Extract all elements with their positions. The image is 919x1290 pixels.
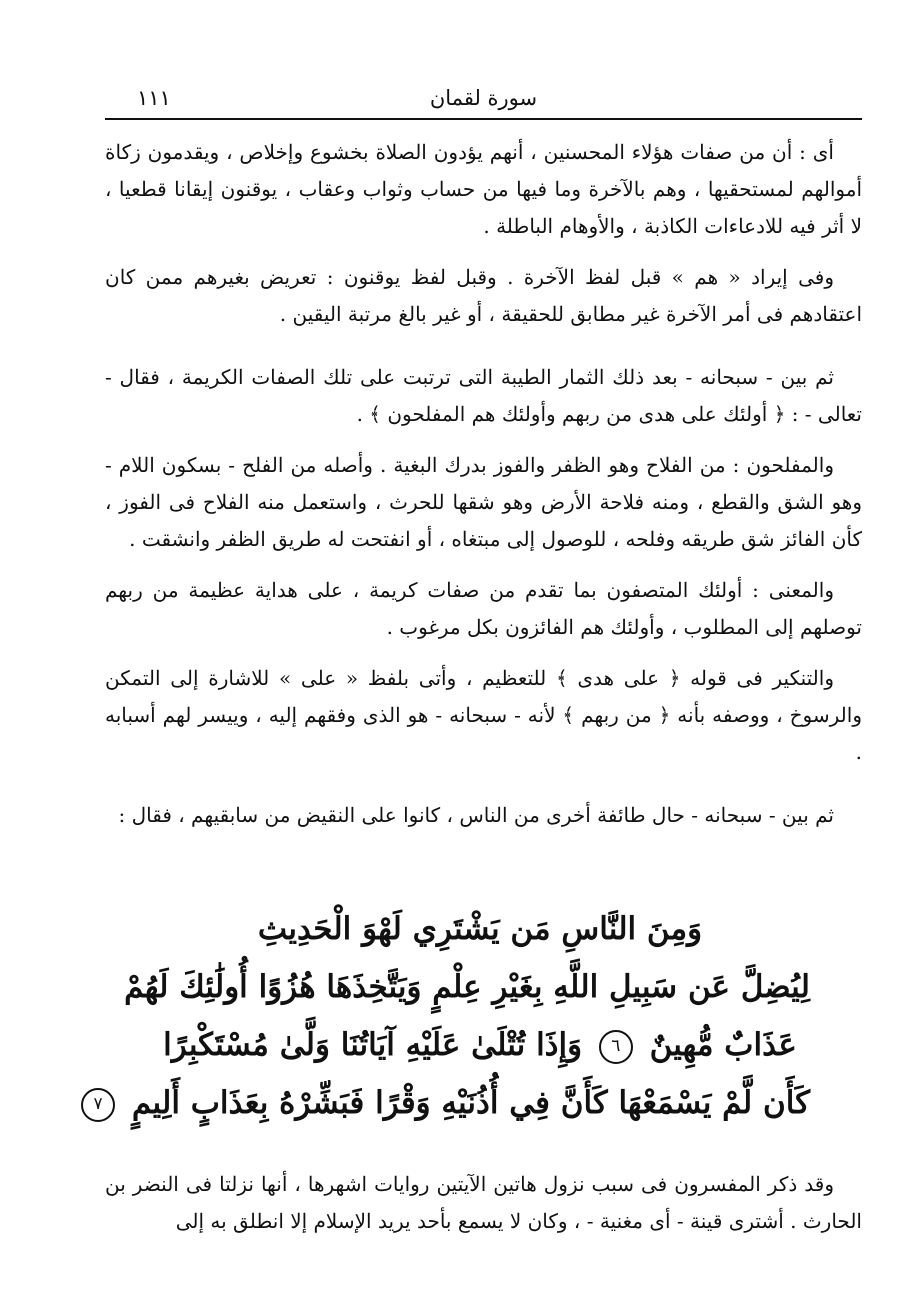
paragraph: وفى إيراد « هم » قبل لفظ الآخرة . وقبل لفظ يوقنون : تعريض بغيرهم ممن كان اعتقادهم فى أمر الآخرة غير مطابق للحقيقة ، أو غير بالغ مرتبة اليقين . <box>105 265 862 326</box>
quran-verses <box>93 900 810 1132</box>
verse-line <box>150 1016 810 1074</box>
paragraph: ثم بين - سبحانه - حال طائفة أخرى من الناس ، كانوا على النقيض من سابقيهم ، فقال : <box>118 803 834 827</box>
verse-text: كَأَن لَّمْ يَسْمَعْهَا كَأَنَّ فِي أُذُنَيْهِ وَقْرًا فَبَشِّرْهُ بِعَذَابٍ أَلِيمٍ <box>131 1085 810 1121</box>
surah-title: سورة لقمان <box>429 86 538 110</box>
paragraph: وقد ذكر المفسرون فى سبب نزول هاتين الآيتين روايات اشهرها ، أنها نزلتا فى النضر بن الحارث . أشترى قينة - أى مغنية - ، وكان لا يسمع بأحد يريد الإسلام إلا انطلق به إلى <box>105 1172 862 1233</box>
verse-line: وَمِنَ النَّاسِ مَن يَشْتَرِي لَهْوَ الْحَدِيثِ <box>257 911 703 947</box>
page-number: ١١١ <box>137 86 171 110</box>
ayah-number-marker: ٦ <box>599 1030 633 1064</box>
ayah-number-marker: ٧ <box>81 1088 115 1122</box>
verse-text: عَذَابٌ مُّهِينٌ <box>649 1027 797 1063</box>
paragraph: والمعنى : أولئك المتصفون بما تقدم من صفات كريمة ، على هداية عظيمة من ربهم توصلهم إلى المطلوب ، وأولئك هم الفائزون بكل مرغوب . <box>105 578 862 639</box>
paragraph: والمفلحون : من الفلاح وهو الظفر والفوز بدرك البغية . وأصله من الفلح - بسكون اللام - وهو الشق والقطع ، ومنه فلاحة الأرض وهو شقها للحرث ، واستعمل منه الفلاح فى الفوز ، كأن الفائز شق طريقه وفلحه ، للوصول إلى مبتغاه ، أو انفتحت له طريق الظفر وانشقت . <box>105 453 862 551</box>
verse-line: لِيُضِلَّ عَن سَبِيلِ اللَّهِ بِغَيْرِ عِلْمٍ وَيَتَّخِذَهَا هُزُوًا أُولَٰئِكَ لَهُمْ <box>124 969 810 1005</box>
paragraph: والتنكير فى قوله ﴿ على هدى ﴾ للتعظيم ، وأتى بلفظ « على » للاشارة إلى التمكن والرسوخ ، ووصفه بأنه ﴿ من ربهم ﴾ لأنه - سبحانه - هو الذى وفقهم إليه ، وييسر لهم أسبابه . <box>105 666 862 764</box>
page-header <box>105 82 862 120</box>
verse-line <box>93 1074 810 1132</box>
commentary-text-bottom <box>105 1166 862 1240</box>
verse-text: وَإِذَا تُتْلَىٰ عَلَيْهِ آيَاتُنَا وَلَّىٰ مُسْتَكْبِرًا <box>163 1027 583 1063</box>
paragraph: أى : أن من صفات هؤلاء المحسنين ، أنهم يؤدون الصلاة بخشوع وإخلاص ، ويقدمون زكاة أموالهم لمستحقيها ، وهم بالآخرة وما فيها من حساب وثواب وعقاب ، يوقنون إيقانا قطعيا ، لا أثر فيه للادعاءات الكاذبة ، والأوهام الباطلة . <box>105 140 862 238</box>
commentary-text <box>105 134 862 848</box>
paragraph: ثم بين - سبحانه - بعد ذلك الثمار الطيبة التى ترتبت على تلك الصفات الكريمة ، فقال - تعالى - : ﴿ أولئك على هدى من ربهم وأولئك هم المفلحون ﴾ . <box>105 365 862 426</box>
